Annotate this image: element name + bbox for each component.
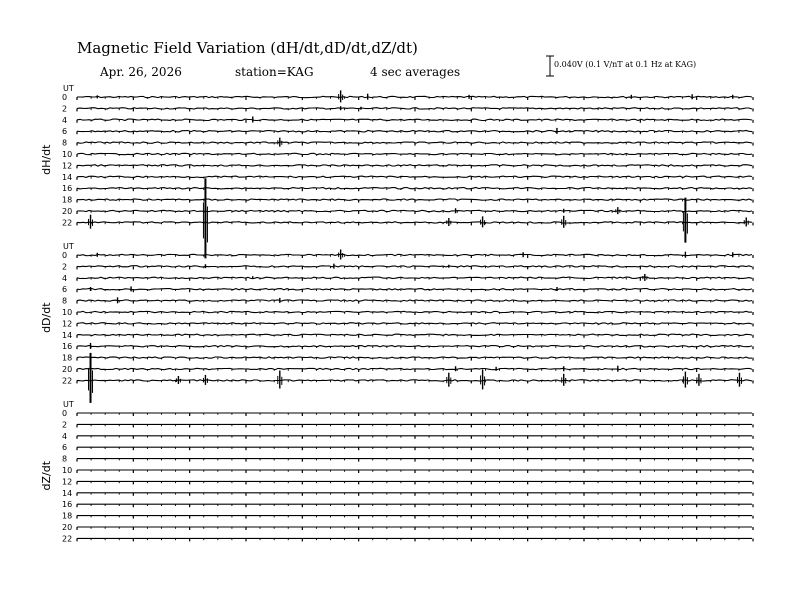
hour-label: 0 (62, 93, 68, 102)
hour-label: 4 (62, 273, 68, 283)
hour-label: 20 (62, 207, 73, 216)
chart-title: Magnetic Field Variation (dH/dt,dD/dt,dZ/dt) (77, 39, 418, 57)
date-label: Apr. 26, 2026 (100, 65, 182, 79)
hour-label: 0 (62, 409, 68, 418)
station-label: station=KAG (235, 65, 314, 79)
hour-label: 22 (62, 376, 73, 386)
hour-label: 2 (62, 104, 68, 114)
hour-label: 18 (62, 353, 73, 363)
hour-label: 2 (62, 420, 68, 430)
hour-label: 14 (62, 172, 73, 182)
hour-label: 10 (62, 466, 73, 475)
hour-label: 12 (62, 161, 73, 171)
hour-label: 20 (62, 523, 73, 532)
hour-label: 14 (62, 330, 73, 340)
hour-label: 22 (62, 534, 73, 544)
hour-label: 12 (62, 319, 73, 329)
hour-label: 16 (62, 342, 73, 352)
panel-1 (40, 242, 753, 403)
ut-label: UT (63, 242, 74, 251)
ut-label: UT (63, 84, 74, 93)
hour-label: 10 (62, 308, 73, 317)
panel-0 (40, 84, 753, 258)
hour-label: 22 (62, 218, 73, 228)
hour-label: 20 (62, 365, 73, 374)
hour-label: 14 (62, 488, 73, 498)
panel-2 (40, 400, 753, 543)
hour-label: 18 (62, 195, 73, 205)
hour-label: 8 (62, 296, 68, 306)
hour-label: 6 (62, 127, 68, 137)
hour-label: 8 (62, 138, 68, 148)
averaging-label: 4 sec averages (370, 65, 461, 79)
scale-bar (546, 56, 554, 76)
hour-label: 4 (62, 115, 68, 125)
panel-label: dH/dt (40, 144, 53, 175)
scale-bar-label: 0.040V (0.1 V/nT at 0.1 Hz at KAG) (554, 60, 697, 69)
hour-label: 18 (62, 511, 73, 521)
hour-label: 16 (62, 184, 73, 194)
hour-label: 6 (62, 443, 68, 453)
panel-label: dZ/dt (40, 460, 53, 491)
hour-label: 6 (62, 285, 68, 295)
hour-label: 2 (62, 262, 68, 272)
hour-label: 12 (62, 477, 73, 487)
hour-label: 0 (62, 251, 68, 260)
hour-label: 4 (62, 431, 68, 441)
panel-label: dD/dt (40, 302, 53, 333)
hour-label: 8 (62, 454, 68, 464)
hour-label: 10 (62, 150, 73, 159)
ut-label: UT (63, 400, 74, 409)
hour-label: 16 (62, 500, 73, 510)
